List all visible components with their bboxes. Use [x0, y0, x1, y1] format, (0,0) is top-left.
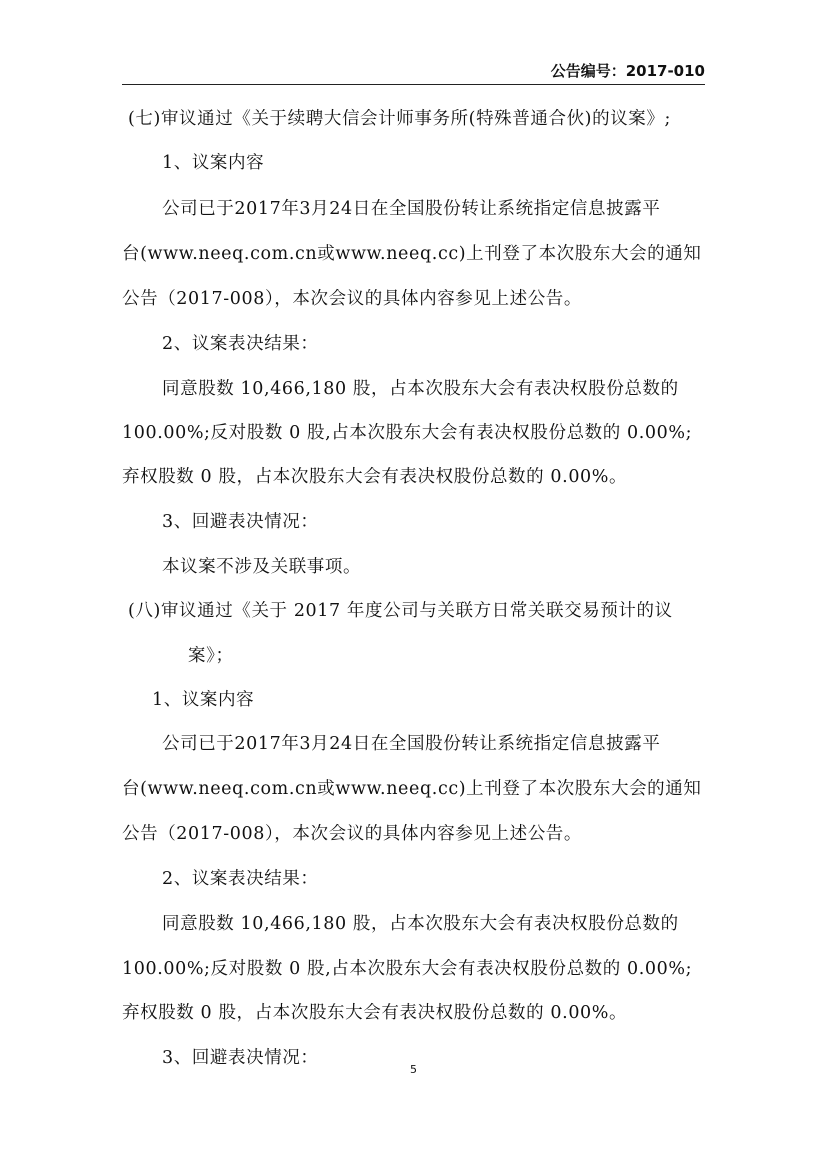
body-line: 台(www.neeq.com.cn或www.neeq.cc)上刊登了本次股东大会的通知	[122, 779, 702, 799]
body-line: 1、议案内容	[152, 690, 255, 710]
body-line: 弃权股数 0 股，占本次股东大会有表决权股份总数的 0.00%。	[122, 467, 628, 487]
body-line: 1、议案内容	[162, 153, 265, 173]
body-line: 台(www.neeq.com.cn或www.neeq.cc)上刊登了本次股东大会的通知	[122, 244, 702, 264]
body-line: 100.00%;反对股数 0 股,占本次股东大会有表决权股份总数的 0.00%;	[122, 423, 693, 443]
body-line: 同意股数 10,466,180 股，占本次股东大会有表决权股份总数的	[162, 379, 679, 399]
body-line: (七)审议通过《关于续聘大信会计师事务所(特殊普通合伙)的议案》;	[128, 109, 672, 129]
body-line: 100.00%;反对股数 0 股,占本次股东大会有表决权股份总数的 0.00%;	[122, 959, 693, 979]
announcement-number: 公告编号：2017-010	[550, 62, 705, 80]
body-line: 2、议案表决结果：	[162, 334, 319, 354]
body-line: (八)审议通过《关于 2017 年度公司与关联方日常关联交易预计的议	[128, 601, 673, 621]
body-line: 公司已于2017年3月24日在全国股份转让系统指定信息披露平	[162, 199, 661, 219]
body-line: 公告（2017-008），本次会议的具体内容参见上述公告。	[122, 289, 582, 309]
body-line: 2、议案表决结果：	[162, 869, 319, 889]
body-line: 3、回避表决情况：	[162, 1048, 319, 1068]
body-line: 3、回避表决情况：	[162, 512, 319, 532]
body-line: 公司已于2017年3月24日在全国股份转让系统指定信息披露平	[162, 734, 661, 754]
body-line: 弃权股数 0 股，占本次股东大会有表决权股份总数的 0.00%。	[122, 1003, 628, 1023]
body-line: 案》；	[188, 646, 234, 666]
body-line: 公告（2017-008），本次会议的具体内容参见上述公告。	[122, 824, 582, 844]
header-rule	[122, 84, 705, 85]
body-line: 同意股数 10,466,180 股，占本次股东大会有表决权股份总数的	[162, 914, 679, 934]
body-line: 本议案不涉及关联事项。	[162, 557, 362, 577]
page-number: 5	[410, 1063, 417, 1076]
